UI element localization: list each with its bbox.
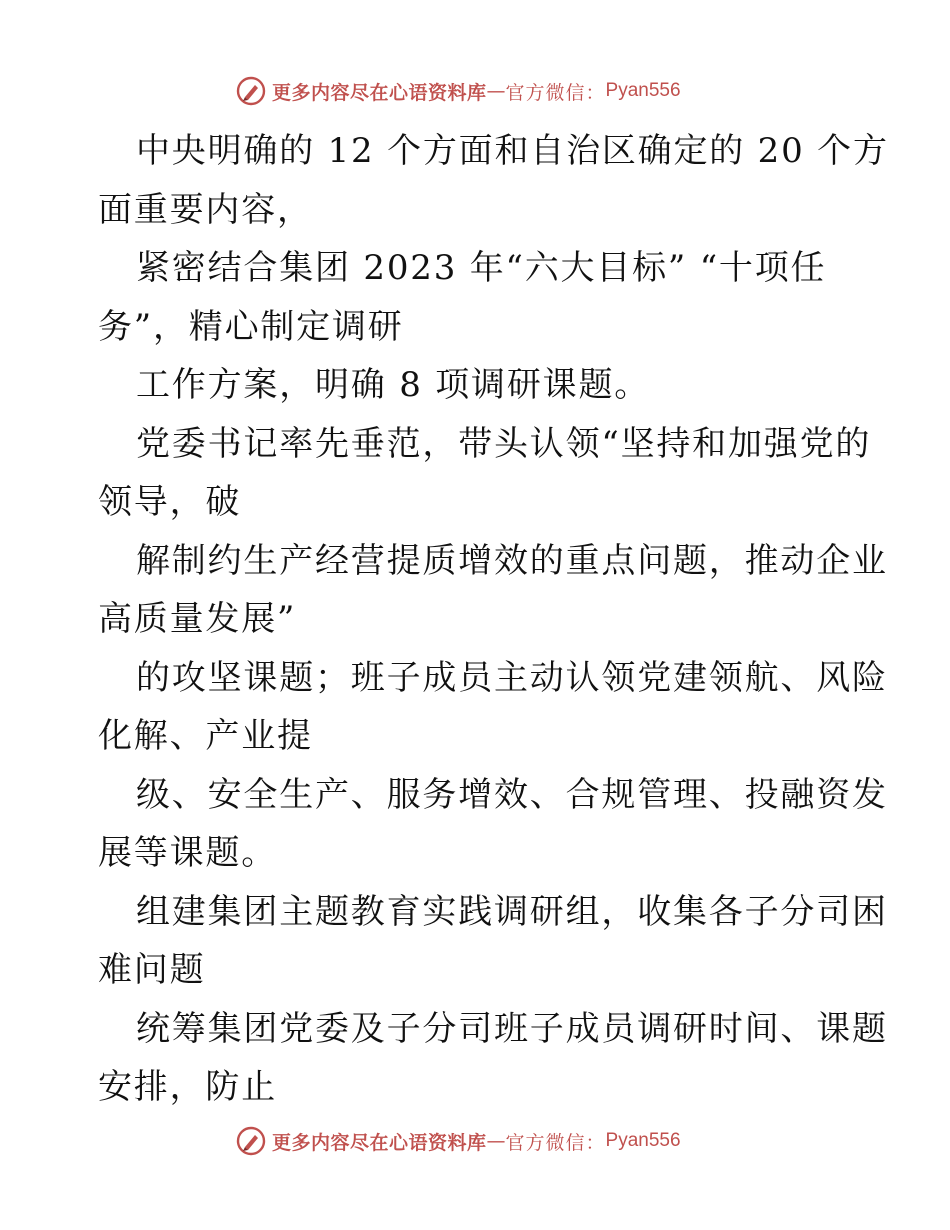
body-line: 难问题 [98,950,206,990]
body-line: 解制约生产经营提质增效的重点问题，推动企业 [136,540,888,581]
watermark-wechat-id: Pyan556 [605,80,681,101]
watermark-dash: — [486,80,506,102]
body-line: 高质量发展” [98,599,297,639]
body-line: 紧密结合集团 2023 年“六大目标” “十项任 [136,248,827,288]
body-line: 级、安全生产、服务增效、合规管理、投融资发 [136,774,888,815]
body-line: 党委书记率先垂范，带头认领“坚持和加强党的 [136,423,872,464]
body-line: 展等课题。 [98,833,277,873]
watermark-site-text: 更多内容尽在心语资料库 [272,1131,487,1154]
footer-watermark [0,1121,950,1161]
body-line: 面重要内容， [98,189,313,230]
body-line: 组建集团主题教育实践调研组，收集各子分司困 [136,891,888,932]
pen-logo-icon [236,76,266,106]
watermark-dash: — [486,1130,506,1152]
pen-logo-icon [236,1126,266,1156]
watermark-wechat-id: Pyan556 [605,1130,681,1151]
body-line: 化解、产业提 [98,716,313,756]
header-watermark [0,71,950,111]
body-line: 务”，精心制定调研 [98,306,404,347]
document-body [98,122,889,1117]
body-line: 安排，防止 [98,1067,277,1107]
body-line: 的攻坚课题；班子成员主动认领党建领航、风险 [136,657,888,698]
body-line: 工作方案，明确 8 项调研课题。 [136,365,651,405]
body-line: 领导，破 [98,482,242,522]
body-line: 中央明确的 12 个方面和自治区确定的 20 个方 [136,131,889,171]
watermark-site-text: 更多内容尽在心语资料库 [272,81,487,104]
body-line: 统筹集团党委及子分司班子成员调研时间、课题 [136,1008,888,1049]
watermark-wechat-label: 官方微信： [505,81,606,104]
watermark-wechat-label: 官方微信： [505,1131,606,1154]
